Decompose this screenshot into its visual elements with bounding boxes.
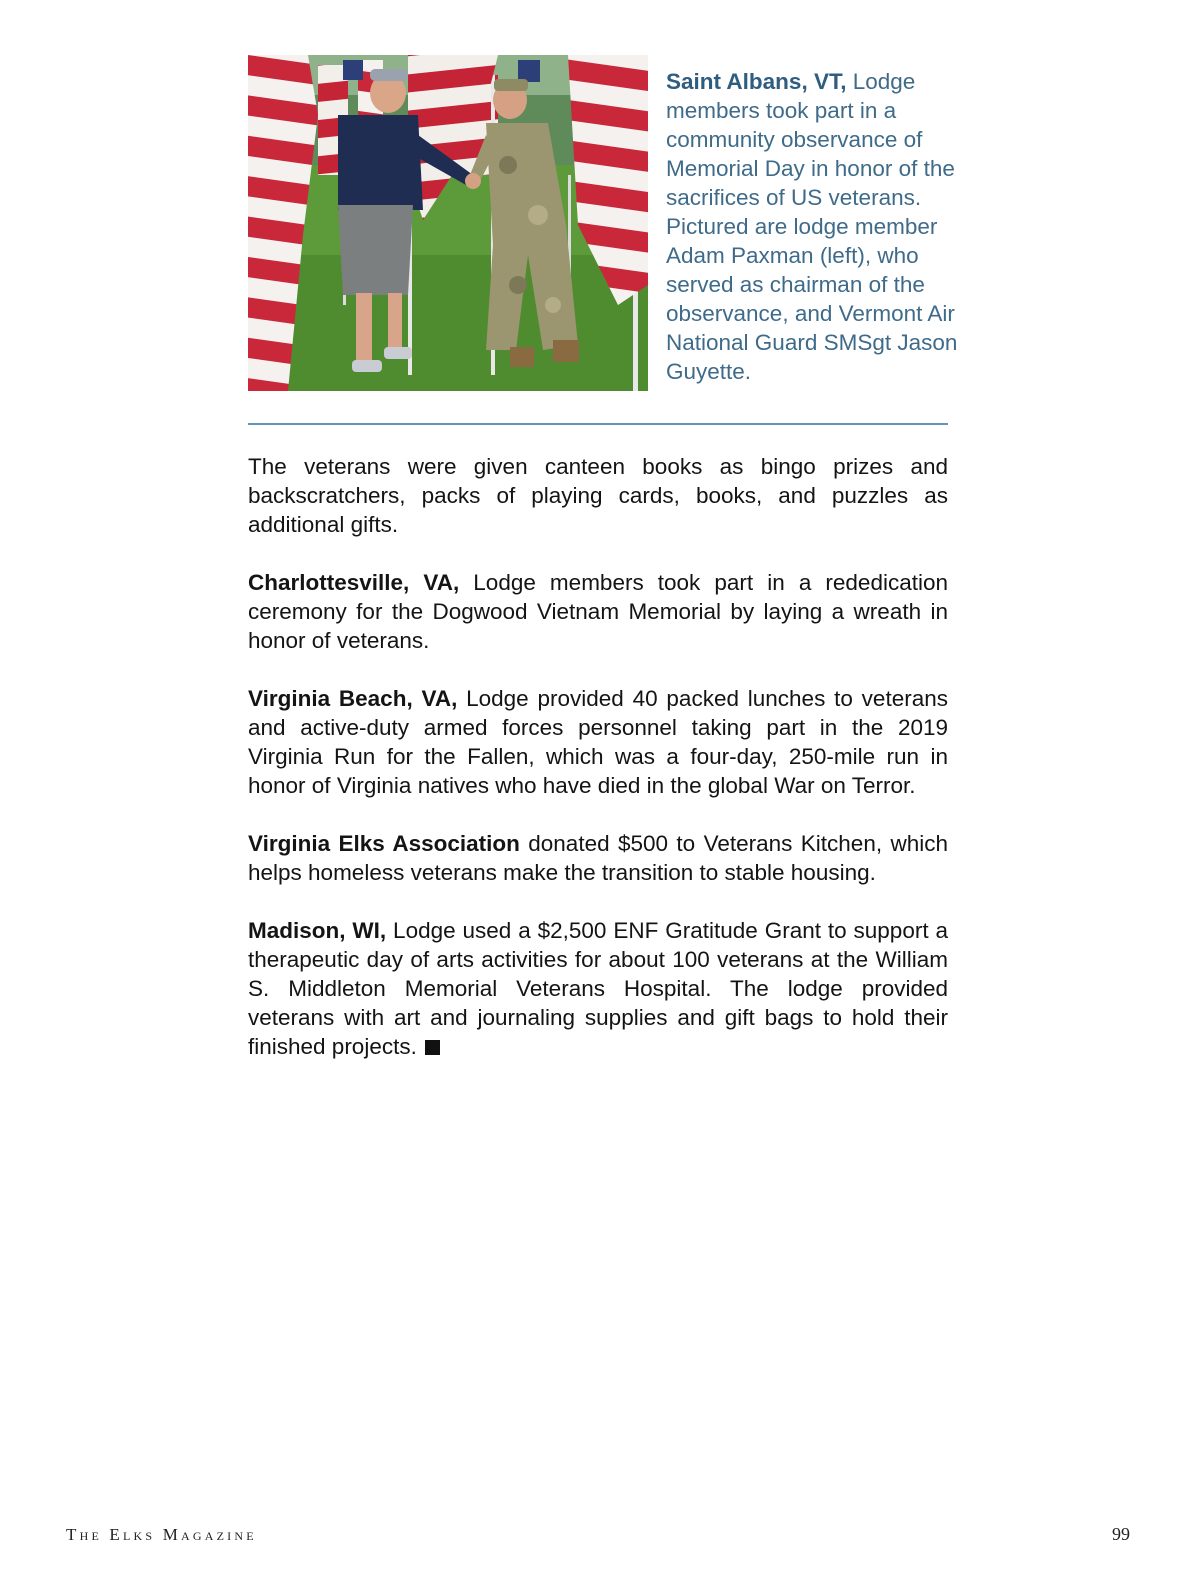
paragraph-madison	[248, 916, 948, 1061]
paragraph-virginia-elks	[248, 829, 948, 887]
photo-caption	[666, 67, 966, 386]
magazine-title: The Elks Magazine	[66, 1525, 257, 1544]
caption-lead: Saint Albans, VT,	[666, 69, 847, 94]
page-number: 99	[1112, 1524, 1130, 1544]
paragraph-text: Lodge used a $2,500 ENF Gratitude Grant to support a therapeutic day of arts activities for about 100 veterans at the William S. Middleton Memorial Veterans Hospital. The lodge provided veterans with art and journaling supplies and gift bags to hold their finished projects.	[248, 918, 948, 1059]
end-of-article-icon	[425, 1040, 440, 1055]
photo-memorial-day-flags	[248, 55, 648, 391]
paragraph-text: Lodge members took part in a rededication ceremony for the Dogwood Vietnam Memorial by laying a wreath in honor of veterans.	[248, 570, 948, 653]
paragraph-lead: Charlottesville, VA,	[248, 570, 460, 595]
caption-text: Lodge members took part in a community observance of Memorial Day in honor of the sacrifices of US veterans. Pictured are lodge member Adam Paxman (left), who served as chairman of the observance, and Vermont Air National Guard SMSgt Jason Guyette.	[666, 69, 958, 384]
article-body	[248, 452, 948, 1090]
section-divider	[248, 423, 948, 425]
paragraph-canteen-books	[248, 452, 948, 539]
paragraph-text: The veterans were given canteen books as bingo prizes and backscratchers, packs of playing cards, books, and puzzles as additional gifts.	[248, 454, 948, 537]
paragraph-lead: Madison, WI,	[248, 918, 387, 943]
paragraph-virginia-beach	[248, 684, 948, 800]
paragraph-lead: Virginia Beach, VA,	[248, 686, 458, 711]
paragraph-lead: Virginia Elks Association	[248, 831, 520, 856]
paragraph-charlottesville	[248, 568, 948, 655]
paragraph-text: donated $500 to Veterans Kitchen, which helps homeless veterans make the transition to stable housing.	[248, 831, 948, 885]
paragraph-text: Lodge provided 40 packed lunches to veterans and active-duty armed forces personnel taking part in the 2019 Virginia Run for the Fallen, which was a four-day, 250-mile run in honor of Virginia natives who have died in the global War on Terror.	[248, 686, 948, 798]
memorial-day-photo	[248, 55, 648, 391]
